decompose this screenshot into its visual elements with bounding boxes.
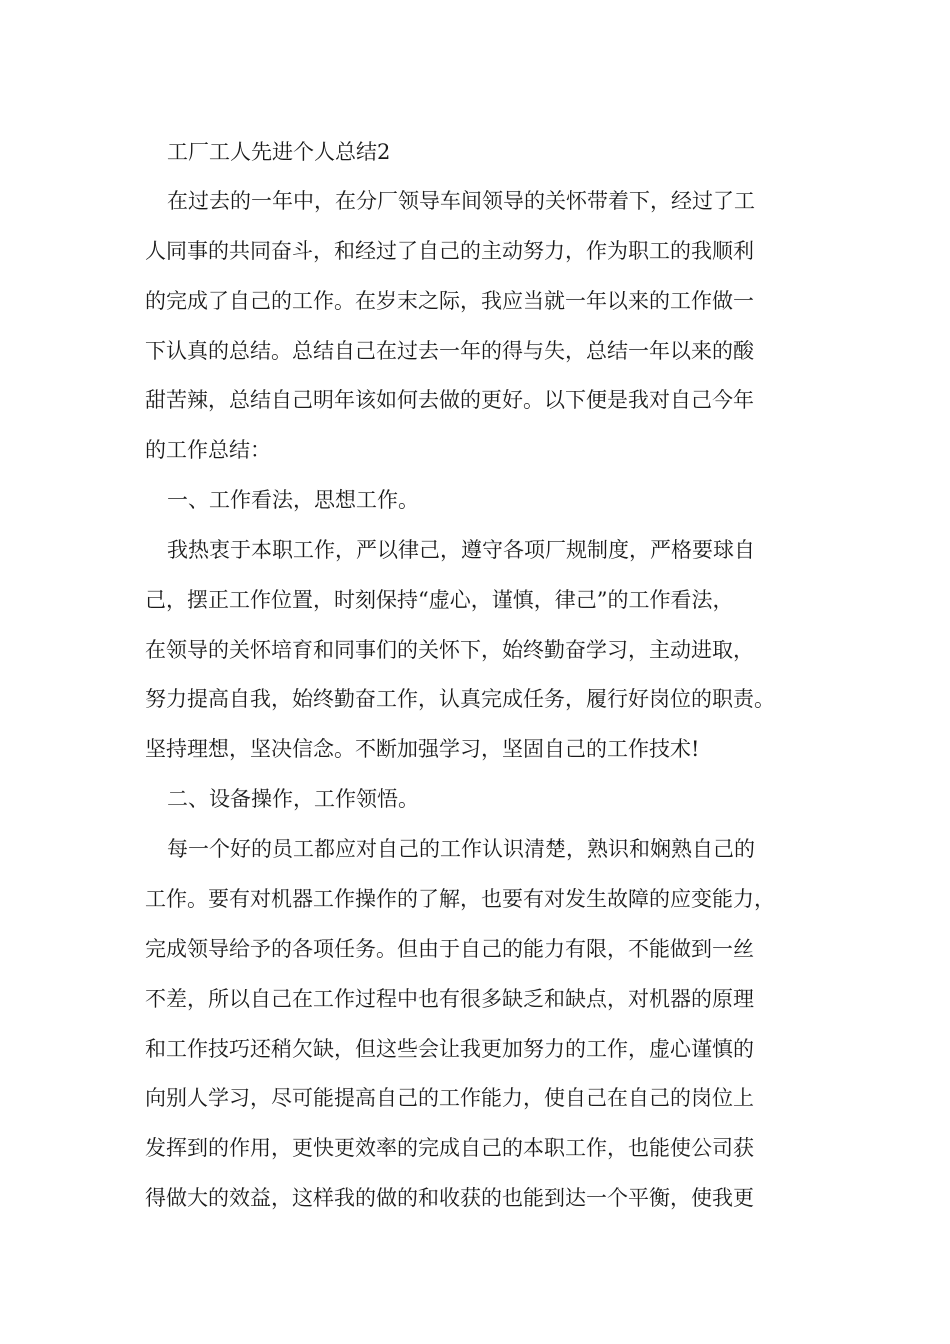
paragraph-line: 下认真的总结。总结自己在过去一年的得与失，总结一年以来的酸 (145, 339, 754, 363)
paragraph-line: 向别人学习，尽可能提高自己的工作能力，使自己在自己的岗位上 (145, 1086, 754, 1110)
paragraph-line: 的完成了自己的工作。在岁末之际，我应当就一年以来的工作做一 (145, 289, 754, 313)
paragraph-line: 在领导的关怀培育和同事们的关怀下，始终勤奋学习，主动进取， (145, 638, 754, 662)
paragraph-line: 的工作总结： (145, 438, 271, 462)
paragraph-line: 人同事的共同奋斗，和经过了自己的主动努力，作为职工的我顺利 (145, 239, 754, 263)
paragraph-line: 和工作技巧还稍欠缺，但这些会让我更加努力的工作，虚心谨慎的 (145, 1037, 754, 1061)
paragraph-line: 发挥到的作用，更快更效率的完成自己的本职工作，也能使公司获 (145, 1136, 754, 1160)
paragraph-line: 坚持理想，坚决信念。不断加强学习，坚固自己的工作技术! (145, 737, 700, 761)
paragraph-line: 努力提高自我，始终勤奋工作，认真完成任务，履行好岗位的职责。 (145, 687, 775, 711)
document-title: 工厂工人先进个人总结2 (167, 140, 391, 164)
section-heading: 二、设备操作，工作领悟。 (167, 787, 419, 811)
paragraph-line: 我热衷于本职工作，严以律己，遵守各项厂规制度，严格要球自 (167, 538, 755, 562)
paragraph-line: 完成领导给予的各项任务。但由于自己的能力有限，不能做到一丝 (145, 937, 754, 961)
paragraph-line: 工作。要有对机器工作操作的了解，也要有对发生故障的应变能力， (145, 887, 775, 911)
paragraph-line: 不差，所以自己在工作过程中也有很多缺乏和缺点，对机器的原理 (145, 987, 754, 1011)
paragraph-line: 得做大的效益，这样我的做的和收获的也能到达一个平衡，使我更 (145, 1186, 754, 1210)
section-heading: 一、工作看法，思想工作。 (167, 488, 419, 512)
paragraph-line: 甜苦辣，总结自己明年该如何去做的更好。以下便是我对自己今年 (145, 388, 754, 412)
paragraph-line: 在过去的一年中，在分厂领导车间领导的关怀带着下，经过了工 (167, 189, 755, 213)
paragraph-line: 己，摆正工作位置，时刻保持“虚心，谨慎，律己”的工作看法， (145, 588, 734, 612)
paragraph-line: 每一个好的员工都应对自己的工作认识清楚，熟识和娴熟自己的 (167, 837, 755, 861)
